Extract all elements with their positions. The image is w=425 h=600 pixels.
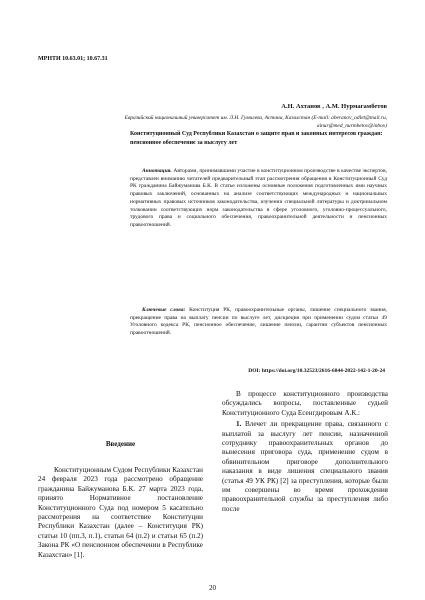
article-authors: А.Н. Ахтанов , А.М. Нурмагамбетов bbox=[281, 103, 387, 110]
intro-heading: Введение bbox=[105, 440, 136, 448]
right-paragraph: В процессе конституционного производства обсуждались вопросы, поставленные судьей Конституционного Суда Есенгдировым А.К.: bbox=[222, 390, 388, 417]
doi-link[interactable]: DOI: https://doi.org/10.32523/2616-6844-2022-142-1-20-24 bbox=[248, 368, 385, 374]
abstract-text: Авторами, принимавшими участие в конституционном производстве в качестве экспертов, представлен вниманию читателей предварительный этап рассмотрения обращения в Конституционный Суд РК гражданина Байжуманова Б.К. В статье изложены основные положения подготовленных ими научных правовых заключений, основанных на анализе соответствующих международных и национальных нормативных правовых источников законодательства, изучении специальной литературы и доктринальном толковании соответствующих норм законодательства в сфере уголовного, уголовно-процессуального, трудового права и социального обеспечения, правоохранительной деятельности и пенсионных правоотношений. bbox=[130, 168, 387, 228]
abstract-label: Аннотация. bbox=[142, 168, 172, 174]
mrnti-code: МРНТИ 10.63.01; 10.67.31 bbox=[38, 56, 108, 62]
item-number: 1. bbox=[236, 420, 242, 429]
abstract-block bbox=[130, 168, 387, 230]
author-affiliation: Евразийский национальный университет им. Л.Н. Гумилева, Астана, Казахстан (E-mail: aberanov_adlet@mail.ru, ainur@med_nurmbetov@inbox) bbox=[124, 115, 387, 129]
numbered-item bbox=[222, 420, 388, 514]
left-column bbox=[38, 440, 203, 560]
keywords-label: Ключевые слова: bbox=[142, 307, 186, 313]
keywords-block bbox=[130, 307, 387, 338]
page-number: 20 bbox=[209, 584, 216, 592]
right-column bbox=[222, 390, 388, 516]
intro-paragraph: Конституционным Судом Республики Казахстан 24 февраля 2023 года рассмотрено обращение гражданина Байжуманова Б.К. 27 марта 2023 года, принято Нормативное постановление Конституционного Суда под номером 5 касательно рассмотрения на соответствие Конституции Республики Казахстан (далее – Конституция РК) статьи 10 (пп.3, п.1), статьи 64 (п.2) и статьи 65 (п.2) Закона РК «О пенсионном обеспечении в Республике Казахстан» [1]. bbox=[38, 466, 203, 559]
item-text: Влечет ли прекращение права, связанного с выплатой за выслугу лет пенсии, назначенной сотруднику правоохранительных органов до вынесения приговора суда, применение судом в обвинительном приговоре дополнительного наказания в виде лишения специального звания (статья 49 УК РК) [2] за преступления, которые были им совершены во время прохождения правоохранительной службы за преступления либо после bbox=[222, 420, 388, 513]
keywords-text: Конституция РК, правоохранительные органы, лишение специального звания, прекращение права на выплату пенсии по выслуге лет, дискреция при применении судом статьи 49 Уголовного кодекса РК, пенсионное обеспечение, лишение пенсии, гарантии субъектов пенсионных правоотношений. bbox=[130, 307, 388, 337]
article-title: Конституционный Суд Республики Казахстан о защите прав и законных интересов граждан: пенсионное обеспечение за выслугу лет bbox=[130, 131, 383, 146]
